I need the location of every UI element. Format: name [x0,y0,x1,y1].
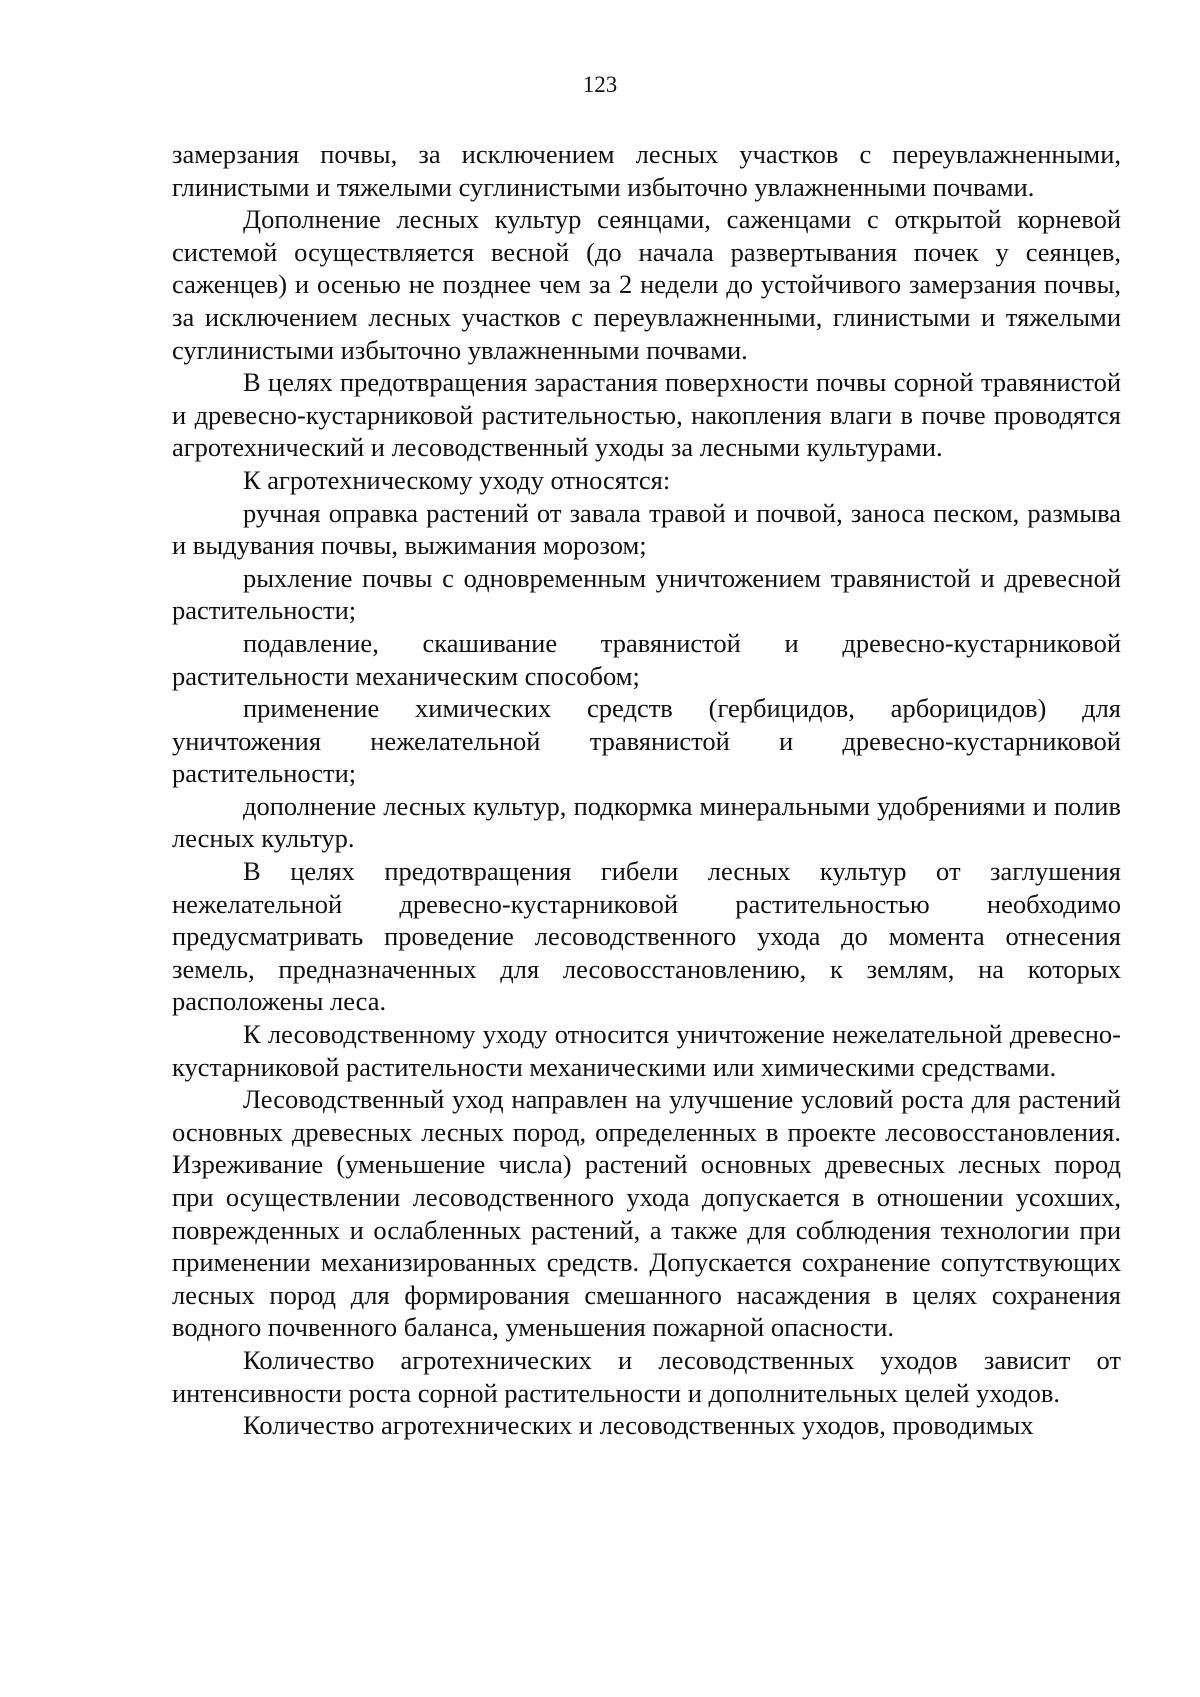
list-item-agrotech-1: ручная оправка растений от завала травой и почвой, заноса песком, размыва и выдувания почвы, выжимания морозом; [172,497,1121,561]
paragraph-continuation: замерзания почвы, за исключением лесных участков с переувлажненными, глинистыми и тяжелыми суглинистыми избыточно увлажненными почвами. [172,139,1121,202]
paragraph-silvicultural-purpose: В целях предотвращения гибели лесных культур от заглушения нежелательной древесно-кустарниковой растительностью необходимо предусматривать проведение лесоводственного ухода до момента отнесения земель, предназначенных для лесовосстановлению, к землям, на которых расположены леса. [172,856,1121,1017]
paragraph-care-purpose: В целях предотвращения зарастания поверхности почвы сорной травянистой и древесно-кустарниковой растительностью, накопления влаги в почве проводятся агротехнический и лесоводственный уходы за лесными культурами. [172,367,1121,463]
paragraph-care-count-continued: Количество агротехнических и лесоводственных уходов, проводимых [243,1410,1034,1441]
paragraph-silvicultural-direction: Лесоводственный уход направлен на улучшение условий роста для растений основных древесных лесных пород, определенных в проекте лесовосстановления. Изреживание (уменьшение числа) растений основных древесных лесных пород при осуществлении лесоводственного ухода допускается в отношении усохших, поврежденных и ослабленных растений, а также для соблюдения технологии при применении механизированных средств. Допускается сохранение сопутствующих лесных пород для формирования смешанного насаждения в целях сохранения водного почвенного баланса, уменьшения пожарной опасности. [172,1084,1121,1343]
paragraph-care-count: Количество агротехнических и лесоводственных уходов зависит от интенсивности роста сорной растительности и дополнительных целей уходов. [172,1344,1121,1408]
list-item-agrotech-4: применение химических средств (гербицидов, арборицидов) для уничтожения нежелательной травянистой и древесно-кустарниковой растительности; [172,693,1121,789]
page-number: 123 [582,72,618,97]
document-body [172,138,1121,1442]
list-item-agrotech-5: дополнение лесных культур, подкормка минеральными удобрениями и полив лесных культур. [172,790,1121,854]
paragraph-silvicultural-definition: К лесоводственному уходу относится уничтожение нежелательной древесно-кустарниковой растительности механическими или химическими средствами. [172,1019,1121,1082]
paragraph-agrotech-heading: К агротехническому уходу относятся: [243,464,671,495]
list-item-agrotech-3: подавление, скашивание травянистой и древесно-кустарниковой растительности механическим способом; [172,627,1121,691]
list-item-agrotech-2: рыхление почвы с одновременным уничтожением травянистой и древесной растительности; [172,562,1121,626]
paragraph-supplement-seedlings: Дополнение лесных культур сеянцами, саженцами с открытой корневой системой осуществляется весной (до начала развертывания почек у сеянцев, саженцев) и осенью не позднее чем за 2 недели до устойчивого замерзания почвы, за исключением лесных участков с переувлажненными, глинистыми и тяжелыми суглинистыми избыточно увлажненными почвами. [172,204,1121,365]
